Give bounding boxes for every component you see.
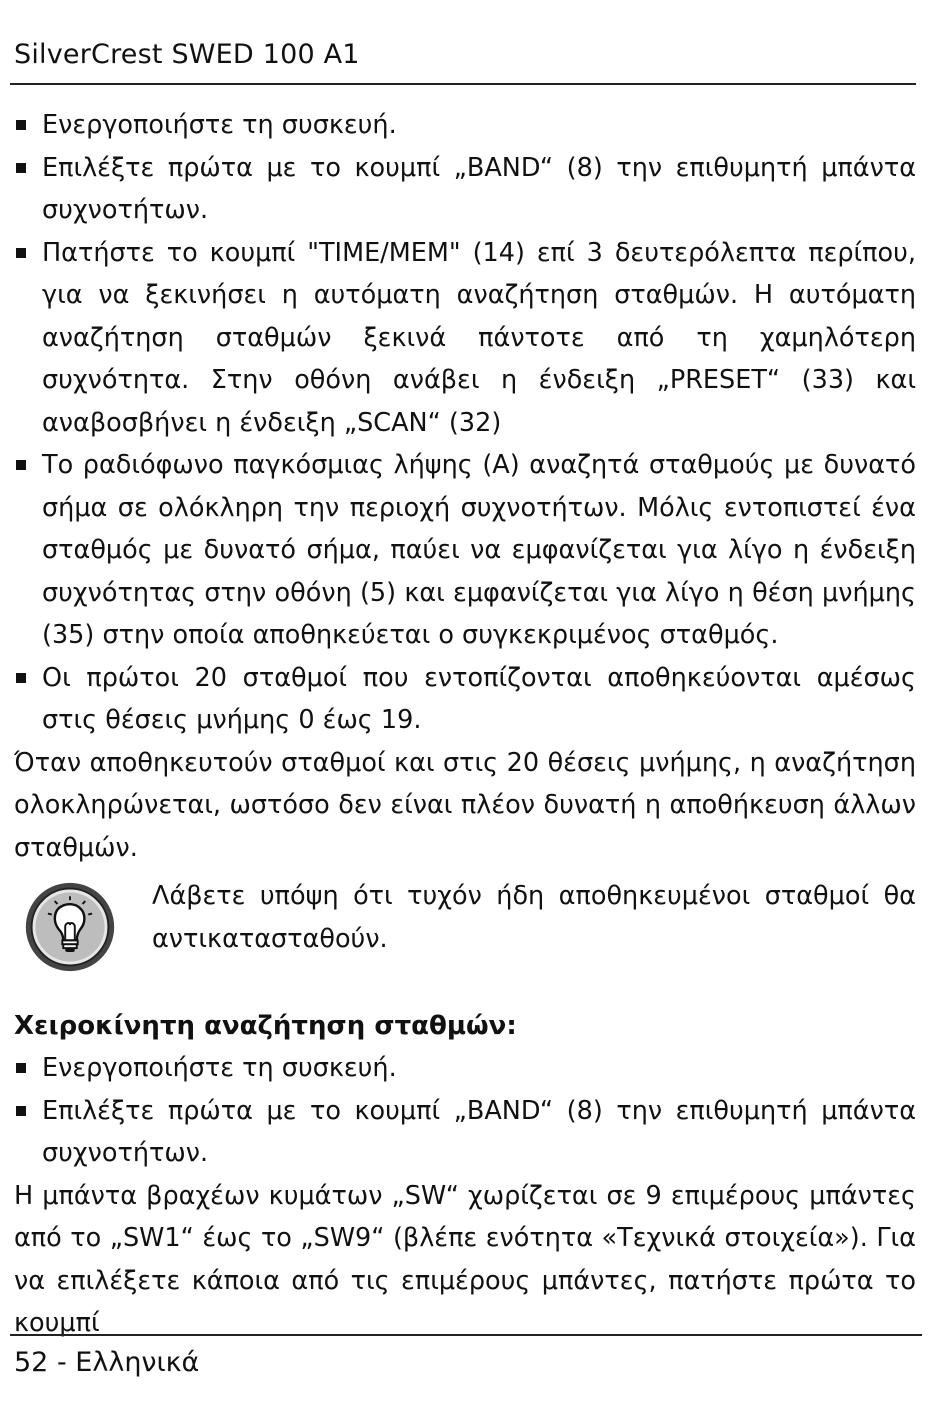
list-item: Οι πρώτοι 20 σταθμοί που εντοπίζονται αποθηκεύονται αμέσως στις θέσεις μνήμης 0 έως 19.: [14, 657, 916, 742]
auto-search-paragraph: Όταν αποθηκευτούν σταθμοί και στις 20 θέσεις μνήμης, η αναζήτηση ολοκληρώνεται, ωστόσο δεν είναι πλέον δυνατή η αποθήκευση άλλων σταθμών.: [14, 747, 916, 863]
list-item: Επιλέξτε πρώτα με το κουμπί „BAND“ (8) την επιθυμητή μπάντα συχνοτήτων.: [14, 147, 916, 232]
footer-separator: -: [56, 1347, 67, 1378]
manual-search-paragraph: Η μπάντα βραχέων κυμάτων „SW“ χωρίζεται σε 9 επιμέρους μπάντες από το „SW1“ έως το „SW9“ (βλέπε ενότητα «Τεχνικά στοιχεία»). Για να επιλέξετε κάποια από τις επιμέρους μπάντες, πατήστε πρώτα το κουμπί: [14, 1180, 916, 1338]
auto-search-steps: [14, 104, 916, 742]
page-header: SilverCrest SWED 100 A1: [14, 39, 360, 70]
footer-divider: [10, 1334, 922, 1336]
page-number: 52: [14, 1347, 49, 1378]
note-text: Λάβετε υπόψη ότι τυχόν ήδη αποθηκευμένοι σταθμοί θα αντικατασταθούν.: [152, 881, 916, 954]
list-item: Επιλέξτε πρώτα με το κουμπί „BAND“ (8) την επιθυμητή μπάντα συχνοτήτων.: [14, 1090, 916, 1175]
list-item: Πατήστε το κουμπί "TIME/MEM" (14) επί 3 δευτερόλεπτα περίπου, για να ξεκινήσει η αυτόματη αναζήτηση σταθμών. Η αυτόματη αναζήτηση σταθμών ξεκινά πάντοτε από τη χαμηλότερη συχνότητα. Στην οθόνη ανάβει η ένδειξη „PRESET“ (33) και αναβοσβήνει η ένδειξη „SCAN“ (32): [14, 232, 916, 445]
page-content: [14, 104, 916, 1345]
list-item: Ενεργοποιήστε τη συσκευή.: [14, 1047, 916, 1090]
note-box: [14, 875, 916, 987]
header-divider: [10, 83, 916, 85]
page-footer: [14, 1346, 199, 1380]
list-item: Ενεργοποιήστε τη συσκευή.: [14, 104, 916, 147]
list-item: Το ραδιόφωνο παγκόσμιας λήψης (A) αναζητά σταθμούς με δυνατό σήμα σε ολόκληρη την περιοχή συχνοτήτων. Μόλις εντοπιστεί ένα σταθμός με δυνατό σήμα, παύει να εμφανίζεται για λίγο η ένδειξη συχνότητας στην οθόνη (5) και εμφανίζεται για λίγο η θέση μνήμης (35) στην οποία αποθηκεύεται ο συγκεκριμένος σταθμός.: [14, 444, 916, 657]
footer-language: Ελληνικά: [75, 1347, 200, 1378]
lightbulb-icon: [22, 879, 118, 975]
section-heading: Χειροκίνητη αναζήτηση σταθμών:: [14, 1011, 517, 1041]
manual-search-steps: [14, 1047, 916, 1175]
